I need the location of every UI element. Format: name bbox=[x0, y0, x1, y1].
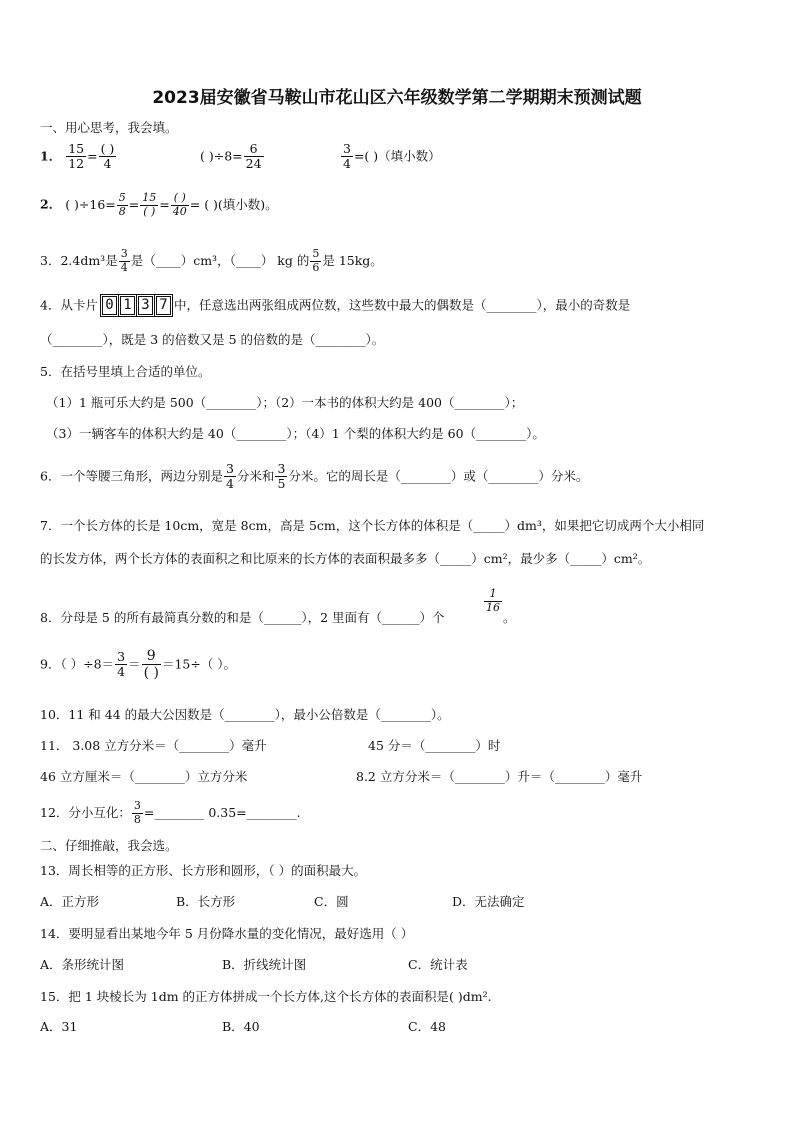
question-6: 6．一个等腰三角形，两边分别是 $\frac{3}{4}$ 分米和 $\frac{3}{5}$ 分米。它的周长是（________）或（________）分米。 bbox=[40, 461, 589, 492]
option-c[interactable]: C．统计表 bbox=[408, 957, 468, 972]
fraction-3-4: $\frac{3}{4}$ bbox=[343, 141, 351, 172]
question-7: 7．一个长方体的长是 10cm，宽是 8cm，高是 5cm，这个长方体的体积是（_____）dm³，如果把它切成两个大小相同 bbox=[40, 518, 705, 533]
question-10: 10．11 和 44 的最大公因数是（________），最小公倍数是（________）。 bbox=[40, 707, 450, 722]
option-a[interactable]: A．正方形 bbox=[40, 894, 100, 909]
question-7-line-2: 的长发方体，两个长方体的表面积之和比原来的长方体的表面积最多多（_____）cm²，最少多（_____）cm²。 bbox=[40, 551, 651, 566]
option-a[interactable]: A．条形统计图 bbox=[40, 957, 125, 972]
fraction-5-6: $\frac{5}{6}$ bbox=[312, 247, 320, 274]
question-13: 13．周长相等的正方形、长方形和圆形，（ ）的面积最大。 bbox=[40, 863, 367, 878]
number-card: 3 bbox=[138, 296, 153, 315]
question-11-d: 8.2 立方分米＝（________）升＝（________）毫升 bbox=[356, 769, 643, 784]
fraction-5-8: $\frac{5}{8}$ bbox=[118, 191, 126, 218]
question-11-c: 46 立方厘米＝（________）立方分米 bbox=[40, 769, 248, 784]
question-11-b: 45 分＝（________）时 bbox=[368, 738, 501, 753]
option-a[interactable]: A．31 bbox=[40, 1019, 78, 1034]
question-4-line-2: （________），既是 3 的倍数又是 5 的倍数的是（________）。 bbox=[40, 332, 385, 347]
fraction-3-4: $\frac{3}{4}$ bbox=[120, 247, 128, 274]
fraction-blank-4: $\frac{( )}{4}$ bbox=[100, 141, 115, 172]
question-11-a: 11． 3.08 立方分米＝（________）毫升 bbox=[40, 738, 267, 753]
option-b[interactable]: B．长方形 bbox=[176, 894, 236, 909]
fraction-9-blank: $\frac{9}{( )}$ bbox=[143, 648, 159, 682]
page-title: 2023届安徽省马鞍山市花山区六年级数学第二学期期末预测试题 bbox=[152, 88, 642, 108]
option-c[interactable]: C．48 bbox=[408, 1019, 446, 1034]
question-3: 3．2.4dm³是 $\frac{3}{4}$ 是（____）cm³，（____） kg 的 $\frac{5}{6}$ 是 15kg。 bbox=[40, 247, 383, 274]
number-card: 0 bbox=[102, 296, 117, 315]
option-c[interactable]: C．圆 bbox=[314, 894, 349, 909]
number-card: 7 bbox=[156, 296, 171, 315]
fraction-3-4: $\frac{3}{4}$ bbox=[225, 461, 234, 492]
option-b[interactable]: B．40 bbox=[222, 1019, 260, 1034]
question-number: 1． bbox=[40, 148, 62, 164]
fraction-15-12: $\frac{15}{12}$ bbox=[68, 141, 85, 172]
option-b[interactable]: B．折线统计图 bbox=[222, 957, 307, 972]
question-5-line-b: （3）一辆客车的体积大约是 40（________）；（4）1 个梨的体积大约是 60（________）。 bbox=[46, 426, 545, 441]
fraction-15-blank: $\frac{15}{( )}$ bbox=[142, 191, 157, 218]
question-15: 15．把 1 块棱长为 1dm 的正方体拼成一个长方体,这个长方体的表面积是( )dm². bbox=[40, 989, 492, 1004]
section-heading-1: 一、用心思考，我会填。 bbox=[40, 120, 178, 135]
question-14: 14．要明显看出某地今年 5 月份降水量的变化情况，最好选用（ ） bbox=[40, 926, 414, 941]
question-5: 5．在括号里填上合适的单位。 bbox=[40, 364, 211, 379]
number-card: 1 bbox=[120, 296, 135, 315]
fraction-1-16: $\frac{1}{16}$ bbox=[486, 587, 500, 614]
option-d[interactable]: D．无法确定 bbox=[452, 894, 525, 909]
question-1: 1． $\frac{15}{12}$ = $\frac{( )}{4}$ bbox=[40, 141, 115, 172]
question-9: 9．（ ）÷8＝ $\frac{3}{4}$ ＝ $\frac{9}{( )}$ ＝15÷（ ）。 bbox=[40, 648, 237, 682]
section-heading-2: 二、仔细推敲，我会选。 bbox=[40, 838, 178, 853]
fraction-6-24: $\frac{6}{24}$ bbox=[245, 141, 262, 172]
question-2: 2． ( )÷16= $\frac{5}{8}$ = $\frac{15}{( )}$ = $\frac{( )}{40}$ = ( )(填小数)。 bbox=[40, 191, 278, 218]
fraction-blank-40: $\frac{( )}{40}$ bbox=[172, 191, 187, 218]
question-1-part-2: ( )÷8= $\frac{6}{24}$ bbox=[200, 141, 262, 172]
question-4: 4．从卡片 0 1 3 7 中，任意选出两张组成两位数，这些数中最大的偶数是（________），最小的奇数是 bbox=[40, 297, 631, 313]
question-5-line-a: （1）1 瓶可乐大约是 500（________）；（2）一本书的体积大约是 400（________）； bbox=[46, 395, 524, 410]
fraction-3-4: $\frac{3}{4}$ bbox=[117, 648, 126, 680]
fraction-3-8: $\frac{3}{8}$ bbox=[133, 799, 141, 826]
question-12: 12．分小互化： $\frac{3}{8}$ =________ 0.35=________. bbox=[40, 799, 301, 826]
question-1-part-3: $\frac{3}{4}$ =( )（填小数） bbox=[343, 141, 441, 172]
fraction-3-5: $\frac{3}{5}$ bbox=[277, 461, 286, 492]
